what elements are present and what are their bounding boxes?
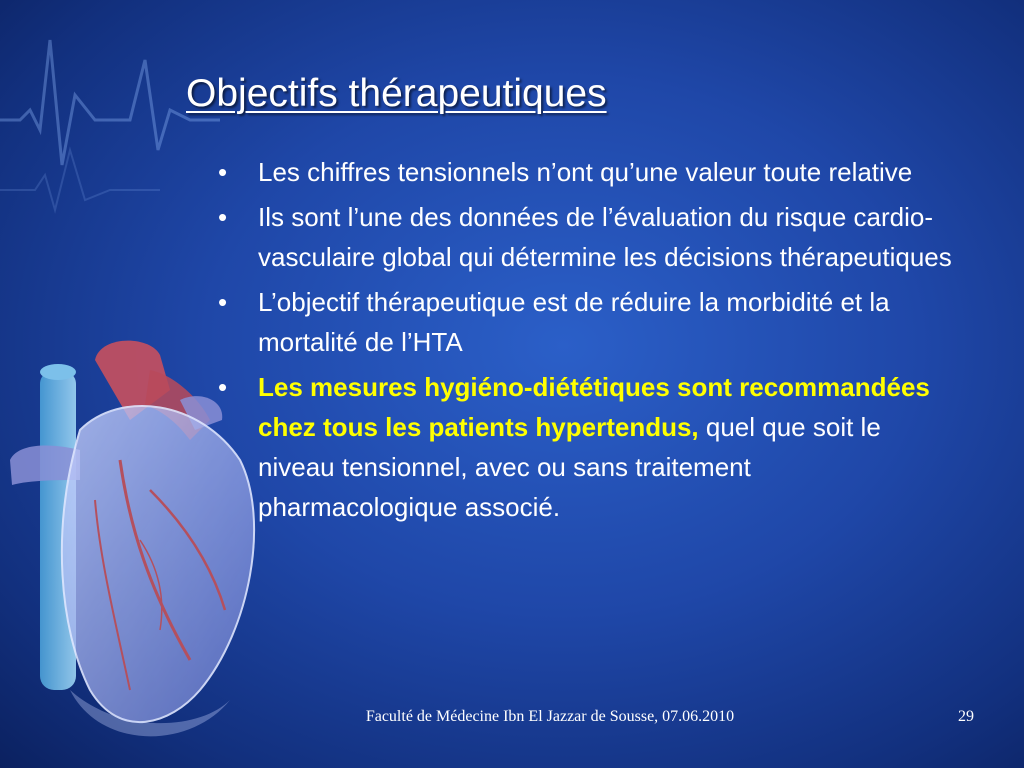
bullet-marker: • [218,287,228,317]
bullet-text: L’objectif thérapeutique est de réduire la morbidité et la mortalité de l’HTA [258,287,890,357]
slide-title: Objectifs thérapeutiques [186,72,607,115]
footer-text: Faculté de Médecine Ibn El Jazzar de Sousse, 07.06.2010 [365,708,735,725]
bullet-highlight-text: Les mesures hygiéno-diététiques sont recommandées chez tous les patients hypertendus, [258,372,930,442]
bullet-marker: • [218,157,228,187]
page-number: 29 [958,708,974,725]
bullet-item [212,282,952,362]
bullet-item [212,152,952,192]
bullet-item [212,197,952,277]
bullet-list [212,152,952,532]
bullet-text: Ils sont l’une des données de l’évaluation du risque cardio-vasculaire global qui détermine les décisions thérapeutiques [258,202,952,272]
bullet-marker: • [218,372,228,402]
bullet-text: quel que soit le niveau tensionnel, avec ou sans traitement pharmacologique associé. [258,412,881,522]
bullet-text: Les chiffres tensionnels n’ont qu’une valeur toute relative [258,157,913,187]
bullet-marker: • [218,202,228,232]
bullet-item [212,367,952,527]
